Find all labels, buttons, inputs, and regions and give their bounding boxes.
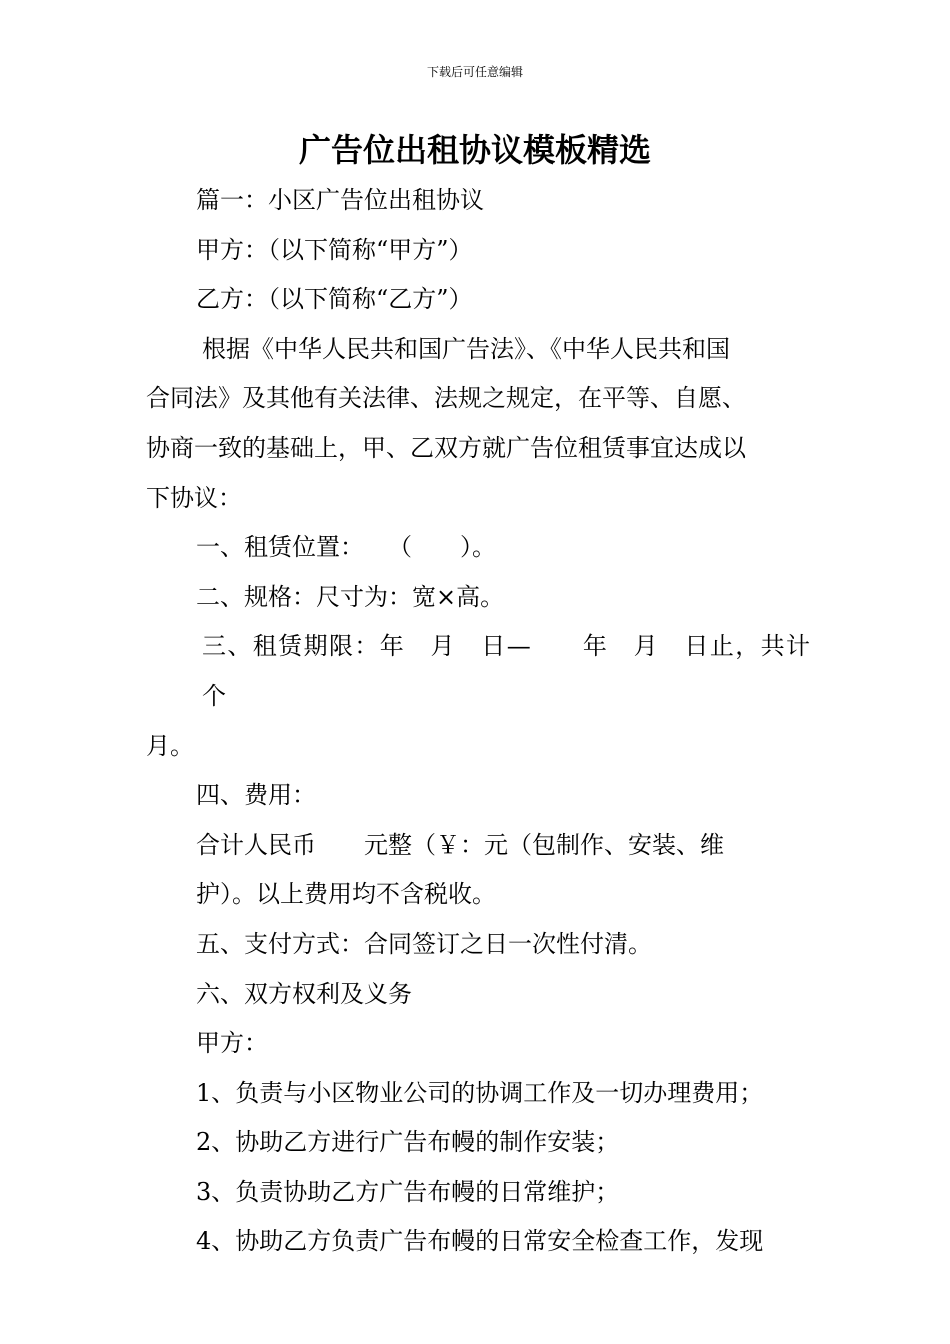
clause-fees: 四、费用： xyxy=(196,781,316,810)
party-a-duties-heading: 甲方： xyxy=(196,1029,268,1058)
clause-rental-period: 三、租赁期限：年 月 日— 年 月 日止，共计 个 xyxy=(202,632,834,710)
duty-item: 4、协助乙方负责广告布幔的日常安全检查工作，发现 xyxy=(196,1227,764,1256)
clause-rental-period-cont: 月。 xyxy=(146,731,194,760)
document-body xyxy=(146,176,834,1267)
fee-line: 护）。以上费用均不含税收。 xyxy=(196,880,496,909)
clause-rights-obligations: 六、双方权利及义务 xyxy=(196,979,412,1008)
document-title: 广告位出租协议模板精选 xyxy=(298,131,651,169)
intro-line: 根据《中华人民共和国广告法》、《中华人民共和国 xyxy=(202,334,730,363)
fee-line: 合计人民币 元整（￥：元（包制作、安装、维 xyxy=(196,830,724,859)
intro-line: 下协议： xyxy=(146,483,242,512)
intro-line: 协商一致的基础上，甲、乙双方就广告位租赁事宜达成以 xyxy=(146,433,746,462)
party-a-line: 甲方：（以下简称“甲方”） xyxy=(196,235,473,264)
duty-item: 2、协助乙方进行广告布幔的制作安装； xyxy=(196,1128,620,1157)
clause-payment: 五、支付方式：合同签订之日一次性付清。 xyxy=(196,929,652,958)
intro-line: 合同法》及其他有关法律、法规之规定，在平等、自愿、 xyxy=(146,384,746,413)
clause-rental-location: 一、租赁位置： （ ）。 xyxy=(196,533,496,562)
section-heading: 篇一：小区广告位出租协议 xyxy=(196,186,484,214)
duty-item: 3、负责协助乙方广告布幔的日常维护； xyxy=(196,1177,620,1206)
party-b-line: 乙方：（以下简称“乙方”） xyxy=(196,285,473,314)
duty-item: 1、负责与小区物业公司的协调工作及一切办理费用； xyxy=(196,1078,764,1107)
header-note: 下载后可任意编辑 xyxy=(426,65,523,79)
clause-specification: 二、规格：尺寸为：宽×高。 xyxy=(196,582,505,611)
